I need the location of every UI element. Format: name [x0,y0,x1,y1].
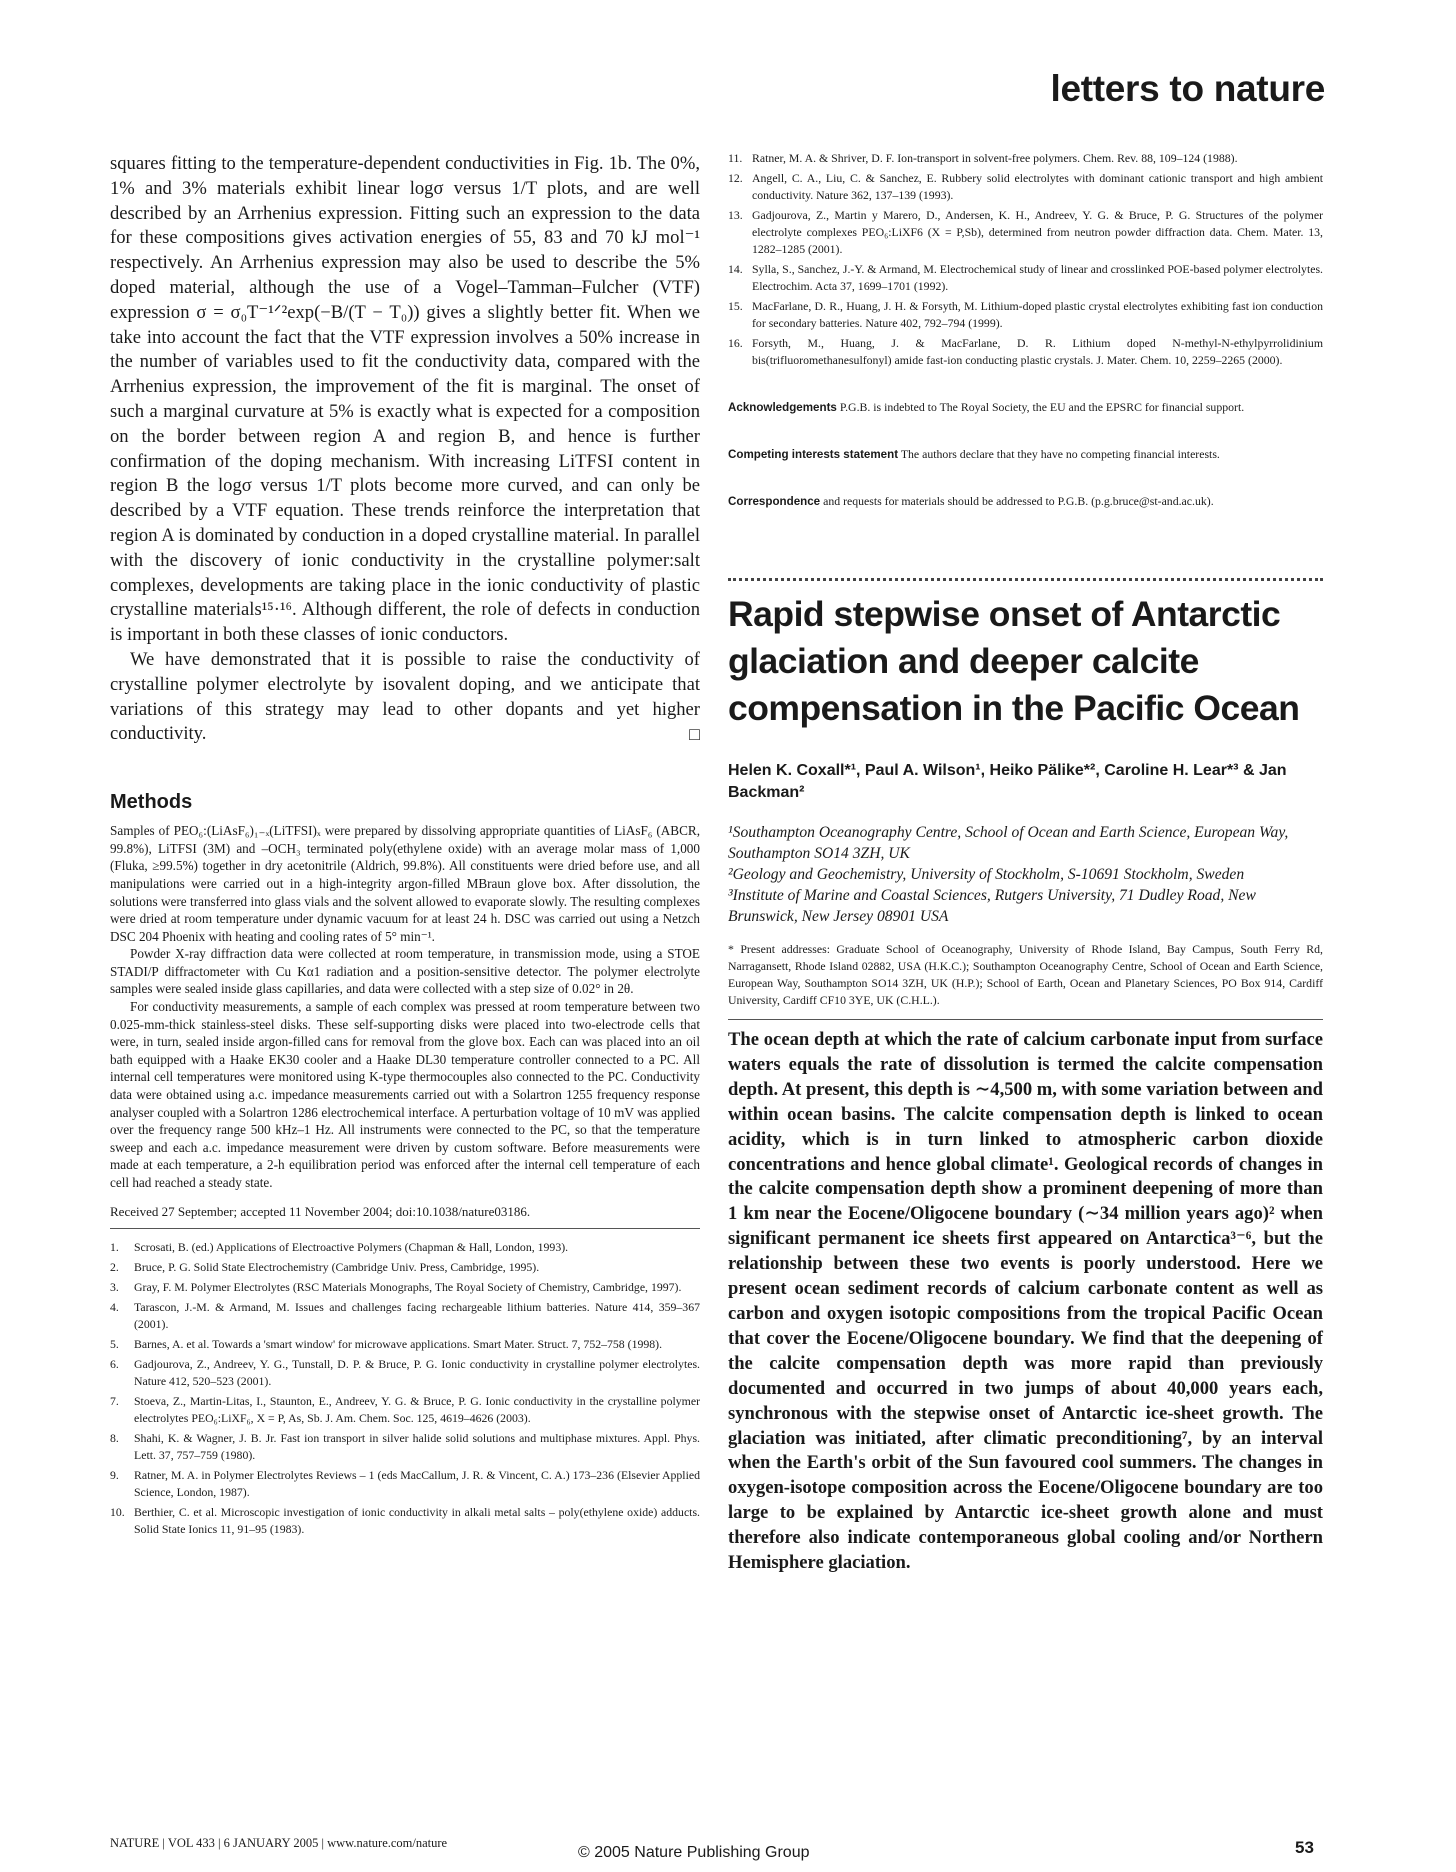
reference-item: 2. Bruce, P. G. Solid State Electrochemistry (Cambridge Univ. Press, Cambridge, 1995). [110,1259,540,1274]
correspondence-label: Correspondence [728,495,821,508]
left-column [110,152,700,1541]
methods-paragraph: For conductivity measurements, a sample of each complex was pressed at room temperature between two 0.025-mm-thick stainless-steel disks. These self-supporting disks were placed into two-electrode cells that were, in turn, sealed inside argon-filled cans for removal from the glove box. Each can was placed into an oil bath equipped with a Haake EK30 cooler and a Haake DL30 temperature controller connected to a PC. All internal cell temperatures were monitored using K-type thermocouples also connected to the PC. Conductivity data were obtained using a.c. impedance measurements carried out with a Solartron 1255 frequency response analyser coupled with a Solartron 1286 electrochemical interface. A perturbation voltage of 10 mV was applied over the frequency range 500 kHz–1 Hz. All instruments were connected to the PC, so that the temperature sweep and each a.c. impedance measurement were driven by custom software. Before measurements were made at each temperature, a 2-h equilibration period was enforced after the internal cell temperature of each cell had reached a steady state. [110,999,700,1190]
abstract: The ocean depth at which the rate of calcium carbonate input from surface waters equals the rate of dissolution is termed the calcite compensation depth. At present, this depth is ∼4,500 m, with some variation between and within ocean basins. The calcite compensation depth is linked to ocean acidity, which is in turn linked to atmospheric carbon dioxide concentrations and hence global climate¹. Geological records of changes in the calcite compensation depth show a prominent deepening of more than 1 km near the Eocene/Oligocene boundary (∼34 million years ago)² when significant permanent ice sheets first appeared on Antarctica³⁻⁶, but the relationship between these two events is poorly understood. Here we present ocean sediment records of calcium carbonate content as well as carbon and oxygen isotopic compositions from the tropical Pacific Ocean that cover the Eocene/Oligocene boundary. We find that the deepening of the calcite compensation depth was more rapid than previously documented and occurred in two jumps of about 40,000 years each, synchronous with the stepwise onset of Antarctic ice-sheet growth. The glaciation was initiated, after climatic preconditioning⁷, by an interval when the Earth's orbit of the Sun favoured cool summers. The changes in oxygen-isotope composition across the Eocene/Oligocene boundary are too large to be explained by Antarctic ice-sheet growth alone and must therefore also indicate contemporaneous global cooling and/or Northern Hemisphere glaciation. [728,1029,1323,1574]
reference-item: 4. Tarascon, J.-M. & Armand, M. Issues and challenges facing rechargeable lithium batteries. Nature 414, 359–367 (2001). [110,1299,700,1331]
reference-item: 7. Stoeva, Z., Martin-Litas, I., Staunton, E., Andreev, Y. G. & Bruce, P. G. Ionic conductivity in the crystalline polymer electrolytes PEO₆:LiXF₆, X = P, As, Sb. J. Am. Chem. Soc. 125, 4619–4626 (2003). [110,1393,700,1425]
footer-copyright: © 2005 Nature Publishing Group [578,1844,810,1861]
section-divider [728,578,1323,581]
present-addresses: * Present addresses: Graduate School of Oceanography, University of Rhode Island, Bay Campus, South Ferry Rd, Narragansett, Rhode Island 02882, USA (H.K.C.); Southampton Oceanography Centre, School of Ocean and Earth Science, European Way, Southampton SO14 3ZH, UK (H.P.); School of Earth, Ocean and Planetary Sciences, PO Box 914, Cardiff University, Cardiff CF10 3YE, UK (C.H.L.). [728,942,1323,1007]
methods-paragraph: Powder X-ray diffraction data were collected at room temperature, in transmission mode, using a STOE STADI/P diffractometer with Cu Kα1 radiation and a position-sensitive detector. The polymer electrolyte samples were sealed inside glass capillaries, and data were collected with a step size of 0.02° in 2θ. [110,946,700,997]
acknowledgements [728,399,1323,416]
reference-item: 14. Sylla, S., Sanchez, J.-Y. & Armand, M. Electrochemical study of linear and crosslinked POE-based polymer electrolytes. Electrochim. Acta 37, 1699–1701 (1992). [728,262,1323,293]
reference-item: 16. Forsyth, M., Huang, J. & MacFarlane, D. R. Lithium doped N-methyl-N-ethylpyrrolidinium bis(trifluoromethanesulfonyl) amide fast-ion conducting plastic crystals. J. Mater. Chem. 10, 2259–2265 (2000). [728,336,1323,367]
competing-interests-text: The authors declare that they have no competing financial interests. [900,447,1220,461]
methods-paragraph: Samples of PEO₆:(LiAsF₆)₁₋ₓ(LiTFSI)ₓ were prepared by dissolving appropriate quantities of LiAsF₆ (ABCR, 99.8%), LiTFSI (3M) and –OCH₃ terminated poly(ethylene oxide) with an average molar mass of 1,000 (Fluka, ≥99.5%) together in dry acetonitrile (Aldrich, 99.8%). All constituents were dried before use, and all manipulations were carried out in a high-integrity argon-filled MBraun glove box. After dissolution, the solutions were transferred into glass vials and the solvent allowed to evaporate slowly. The resulting complexes were dried at room temperature under dynamic vacuum for at least 24 h. DSC was carried out using a Netzch DSC 204 Phoenix with heating and cooling rates of 5° min⁻¹. [110,823,700,944]
reference-item: 11. Ratner, M. A. & Shriver, D. F. Ion-transport in solvent-free polymers. Chem. Rev. 88, 109–124 (1988). [728,151,1238,165]
running-header: letters to nature [1050,68,1325,109]
reference-item: 6. Gadjourova, Z., Andreev, Y. G., Tunstall, D. P. & Bruce, P. G. Ionic conductivity in crystalline polymer electrolytes. Nature 412, 520–523 (2001). [110,1356,700,1388]
abstract-divider [728,1019,1323,1020]
reference-item: 9. Ratner, M. A. in Polymer Electrolytes Reviews – 1 (eds MacCallum, J. R. & Vincent, C. A.) 173–236 (Elsevier Applied Science, London, 1987). [110,1467,700,1499]
affiliation: ¹Southampton Oceanography Centre, School of Ocean and Earth Science, European Way, Southampton SO14 3ZH, UK [728,824,1289,862]
affiliation: ²Geology and Geochemistry, University of Stockholm, S-10691 Stockholm, Sweden [728,866,1245,883]
reference-item: 13. Gadjourova, Z., Martin y Marero, D., Andersen, K. H., Andreev, Y. G. & Bruce, P. G. Structures of the polymer electrolyte complexes PEO₆:LiXF6 (X = P,Sb), determined from neutron powder diffraction data. Chem. Mater. 13, 1282–1285 (2001). [728,208,1323,256]
reference-item: 10. Berthier, C. et al. Microscopic investigation of ionic conductivity in alkali metal salts – poly(ethylene oxide) adducts. Solid State Ionics 11, 91–95 (1983). [110,1504,700,1536]
footer-journal-info: NATURE | VOL 433 | 6 JANUARY 2005 | www.nature.com/nature [110,1836,448,1850]
acknowledgements-label: Acknowledgements [728,401,837,414]
competing-interests [728,446,1323,463]
right-column [728,150,1323,1576]
correspondence-text: and requests for materials should be addressed to P.G.B. (p.g.bruce@st-and.ac.uk). [823,494,1214,508]
body-paragraph [110,648,700,747]
body-paragraph: squares fitting to the temperature-dependent conductivities in Fig. 1b. The 0%, 1% and 3% materials exhibit linear logσ versus 1/T plots, and are well described by an Arrhenius expression. Fitting such an expression to the data for these compositions gives activation energies of 55, 83 and 70 kJ mol⁻¹ respectively. An Arrhenius expression may also be used to describe the 5% doped material, although the use of a Vogel–Tamman–Fulcher (VTF) expression σ = σ₀T⁻¹ᐟ²exp(−B/(T − T₀)) gives a slightly better fit. When we take into account the fact that the VTF expression involves a 50% increase in the number of variables used to fit the conductivity data, compared with the Arrhenius expression, the improvement of the fit is marginal. The onset of such a marginal curvature at 5% is exactly what is expected for a composition on the border between region A and region B, and hence is further confirmation of the doping mechanism. With increasing LiTFSI content in region B the logσ versus 1/T plots become more curved, and can only be described by a VTF equation. These trends reinforce the interpretation that region A is dominated by conduction in a doped crystalline material. In parallel with the discovery of ionic conductivity in the crystalline polymer:salt complexes, developments are taking place in the ionic conductivity of plastic crystalline materials¹⁵·¹⁶. Although different, the role of defects in conduction is important in both these classes of ionic conductors. [110,153,700,646]
affiliation: ³Institute of Marine and Coastal Sciences, Rutgers University, 71 Dudley Road, New Brunswick, New Jersey 08901 USA [728,887,1256,925]
author-list: Helen K. Coxall*¹, Paul A. Wilson¹, Heiko Pälike*², Caroline H. Lear*³ & Jan Backman² [728,762,1287,801]
received-line: Received 27 September; accepted 11 November 2004; doi:10.1038/nature03186. [110,1204,700,1229]
reference-item: 12. Angell, C. A., Liu, C. & Sanchez, E. Rubbery solid electrolytes with dominant cationic transport and high ambient conductivity. Nature 362, 137–139 (1993). [728,171,1323,202]
reference-list [110,1239,700,1538]
reference-item: 3. Gray, F. M. Polymer Electrolytes (RSC Materials Monographs, The Royal Society of Chemistry, Cambridge, 1997). [110,1279,682,1294]
correspondence [728,493,1323,510]
end-mark: □ [689,724,700,745]
article-title: Rapid stepwise onset of Antarctic glaciation and deeper calcite compensation in the Pacific Ocean [728,594,1300,728]
body-paragraph-text: We have demonstrated that it is possible to raise the conductivity of crystalline polymer electrolyte by isovalent doping, and we anticipate that variations of this strategy may lead to other dopants and yet higher conductivity. [110,648,700,745]
reference-list [728,150,1323,369]
reference-item: 15. MacFarlane, D. R., Huang, J. H. & Forsyth, M. Lithium-doped plastic crystal electrolytes exhibiting fast ion conduction for secondary batteries. Nature 402, 792–794 (1999). [728,299,1323,330]
acknowledgements-text: P.G.B. is indebted to The Royal Society, the EU and the EPSRC for financial support. [839,400,1245,414]
competing-interests-label: Competing interests statement [728,448,899,461]
page-number: 53 [1295,1838,1314,1857]
reference-item: 8. Shahi, K. & Wagner, J. B. Jr. Fast ion transport in silver halide solid solutions and multiphase mixtures. Appl. Phys. Lett. 37, 757–759 (1980). [110,1430,700,1462]
methods-heading: Methods [110,791,193,814]
reference-item: 5. Barnes, A. et al. Towards a 'smart window' for microwave applications. Smart Mater. Struct. 7, 752–758 (1998). [110,1336,663,1351]
reference-item: 1. Scrosati, B. (ed.) Applications of Electroactive Polymers (Chapman & Hall, London, 1993). [110,1239,569,1254]
